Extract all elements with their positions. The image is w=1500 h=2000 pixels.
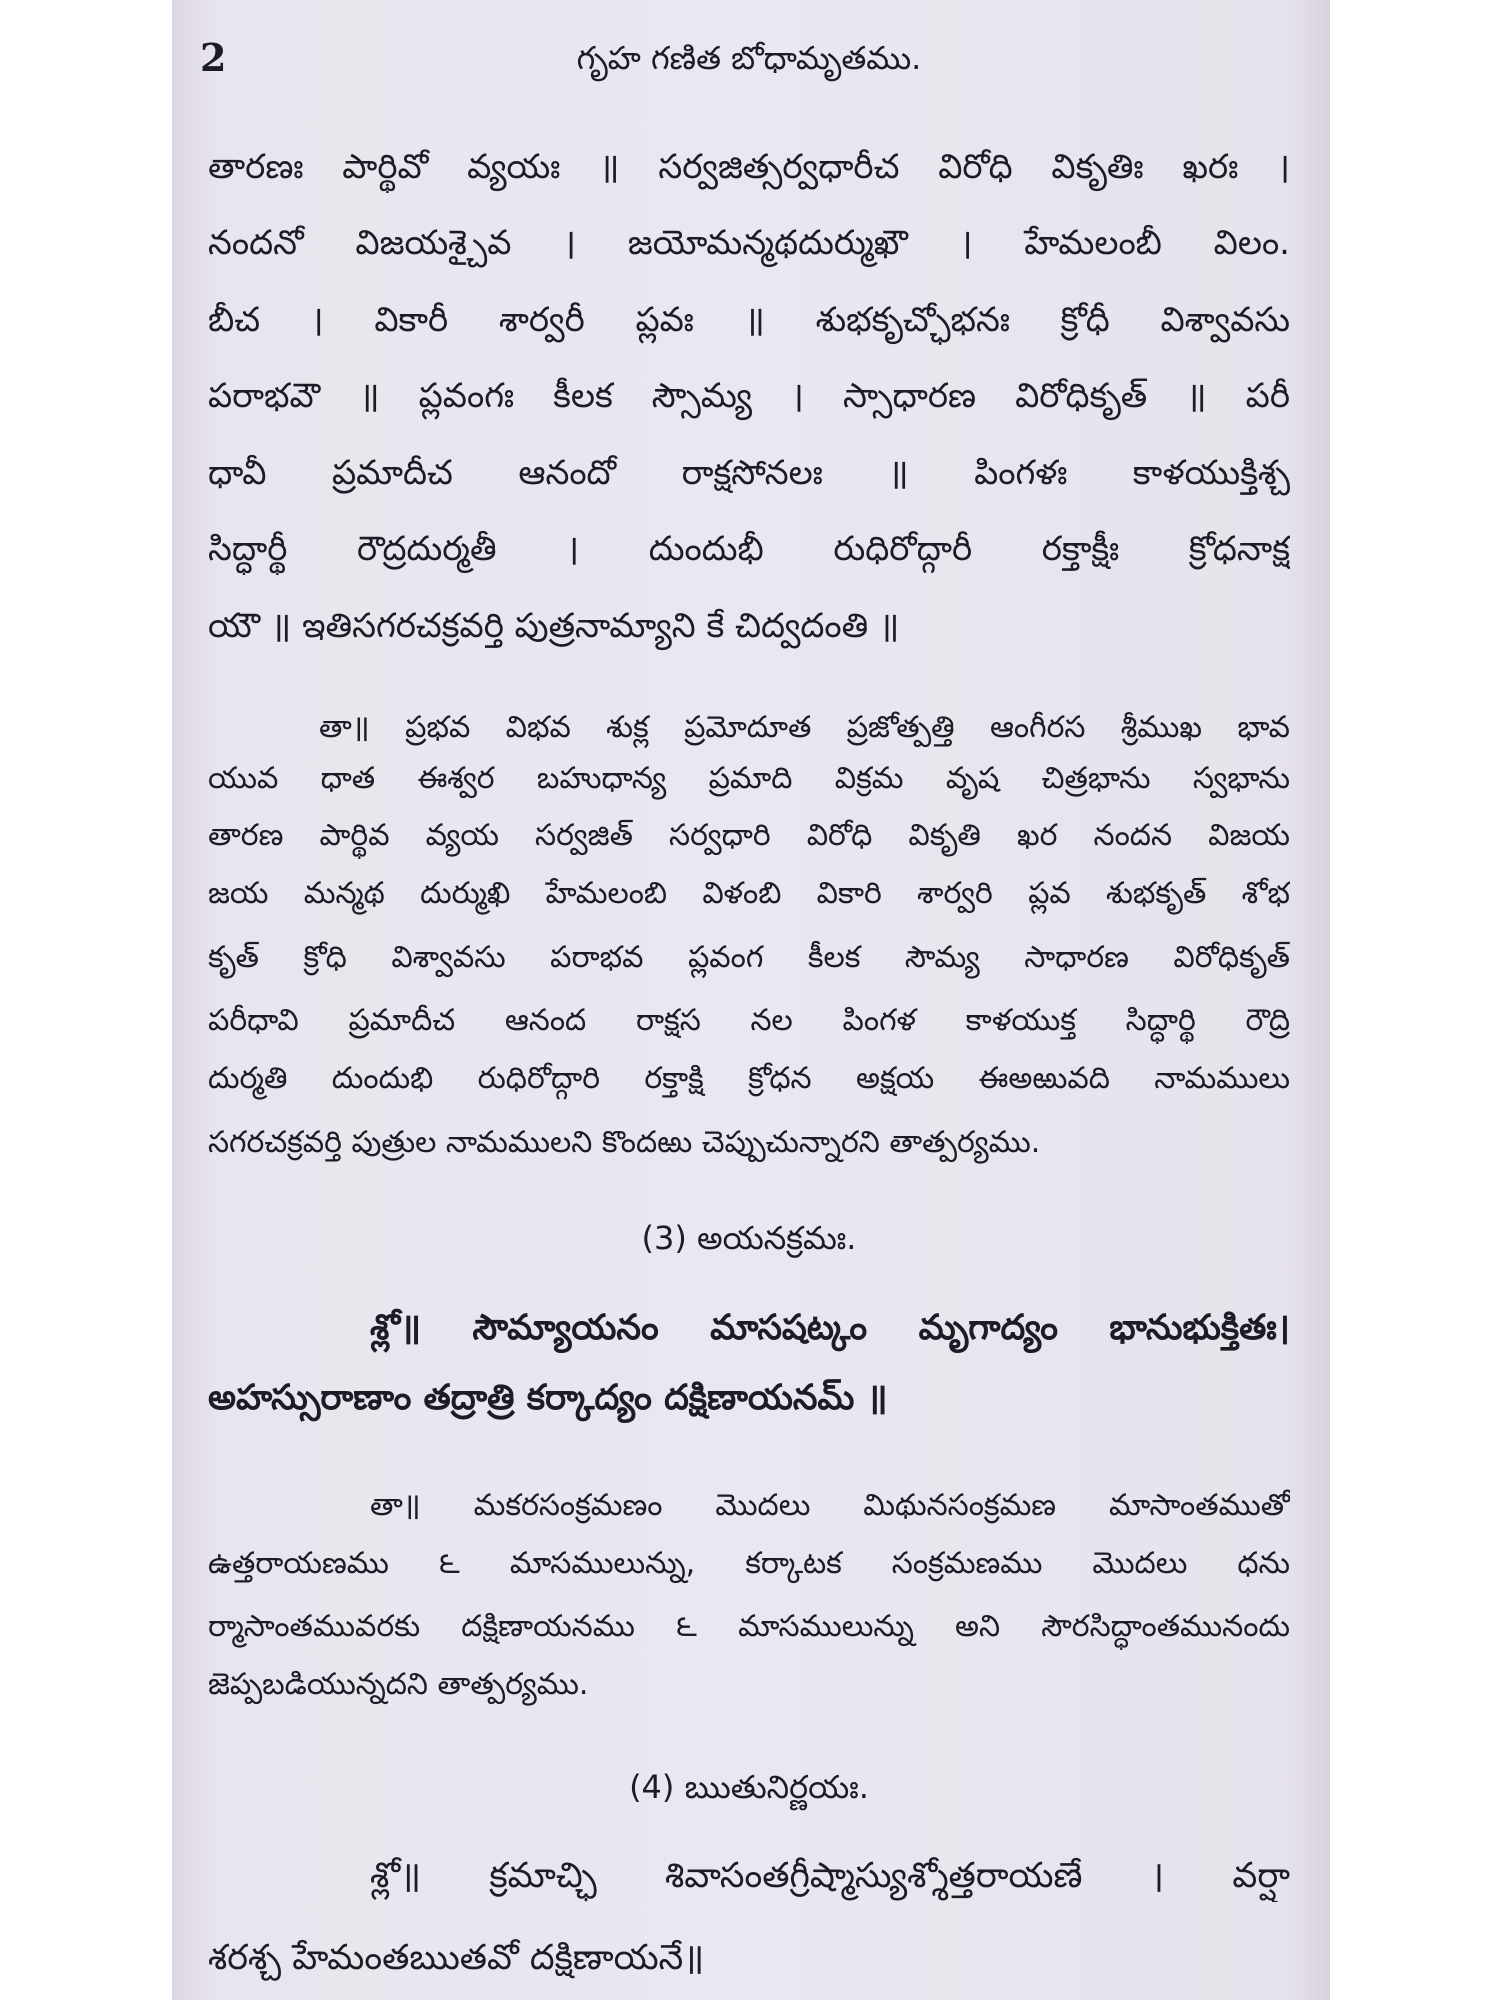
verse-line-text: సిద్ధార్థీ రౌద్రదుర్మతీ । దుందుభీ రుధిరోద్గారీ రక్తాక్షీః క్రోధనాక్ష [208, 529, 1290, 569]
meaning-line [208, 810, 1290, 862]
running-title-text: గృహ గణిత బోధామృతము. [576, 39, 922, 77]
shloka-line-text: శ్లో॥ సౌమ్యాయనం మాసషట్కం మృగాద్యం భానుభుక్తితః। [370, 1308, 1290, 1348]
meaning-line-text: జెప్పబడియున్నదని తాత్పర్యము. [208, 1667, 589, 1702]
meaning-line-text: ఉత్తరాయణము ౬ మాసములున్ను, కర్కాటక సంక్రమణము మొదలు ధను [208, 1546, 1290, 1581]
meaning-line-text: యువ ధాత ఈశ్వర బహుధాన్య ప్రమాది విక్రమ వృష చిత్రభాను స్వభాను [208, 761, 1290, 796]
verse-line-text: బీచ । వికారీ శార్వరీ ప్లవః ॥ శుభకృచ్ఛోభనః క్రోధీ విశ్వావసు [208, 300, 1290, 340]
verse-line [208, 141, 1290, 193]
meaning-line-text: దుర్మతి దుందుభి రుధిరోద్గారి రక్తాక్షి క్రోధన అక్షయ ఈఅఱువది నామములు [208, 1061, 1290, 1096]
shloka-line [370, 1850, 1290, 1902]
meaning-line [208, 868, 1290, 920]
section-heading [208, 1212, 1290, 1264]
verse-line-text: ధావీ ప్రమాదీచ ఆనందో రాక్షసోనలః ॥ పింగళః కాళయుక్తిశ్చ [208, 453, 1290, 493]
meaning-line-text: తా॥ మకరసంక్రమణం మొదలు మిథునసంక్రమణ మాసాంతముతో [370, 1488, 1290, 1523]
meaning-line [208, 1117, 1290, 1169]
running-title [208, 32, 1290, 84]
meaning-line-text: ర్మాసాంతమువరకు దక్షిణాయనము ౬ మాసములున్ను అని సౌరసిద్ధాంతమునందు [208, 1609, 1290, 1644]
shloka-line-text: అహస్సురాణాం తద్రాత్రి కర్కాద్యం దక్షిణాయనమ్ ॥ [208, 1378, 888, 1418]
shloka-line [208, 1932, 1290, 1984]
meaning-line [208, 1538, 1290, 1590]
section-heading [208, 1761, 1290, 1813]
shloka-line [208, 1372, 1290, 1424]
verse-line [208, 217, 1290, 269]
verse-line-text: పరాభవౌ ॥ ప్లవంగః కీలక స్సౌమ్య । స్సాధారణ విరోధికృత్ ॥ పరీ [208, 376, 1290, 416]
shloka-line [370, 1302, 1290, 1354]
meaning-line [208, 1659, 1290, 1711]
meaning-line [208, 1053, 1290, 1105]
verse-line-text: తారణః పార్థివో వ్యయః ॥ సర్వజిత్సర్వధారీచ విరోధి వికృతిః ఖరః । [208, 147, 1290, 187]
meaning-line [208, 753, 1290, 805]
meaning-line [319, 702, 1290, 754]
verse-line [208, 447, 1290, 499]
section-heading-text: (3) అయనక్రమః. [641, 1219, 857, 1257]
page-number-text: 2 [200, 35, 227, 80]
meaning-line-text: కృత్ క్రోధి విశ్వావసు పరాభవ ప్లవంగ కీలక సౌమ్య సాధారణ విరోధికృత్ [208, 940, 1290, 975]
verse-line-text: యౌ ॥ ఇతిసగరచక్రవర్తి పుత్రనామ్యాని కే చిద్వదంతి ॥ [208, 606, 900, 646]
meaning-line-text: తారణ పార్థివ వ్యయ సర్వజిత్ సర్వధారి విరోధి వికృతి ఖర నందన విజయ [208, 818, 1290, 853]
meaning-line [370, 1480, 1290, 1532]
meaning-line-text: సగరచక్రవర్తి పుత్రుల నామములని కొందఱు చెప్పుచున్నారని తాత్పర్యము. [208, 1125, 1041, 1160]
verse-line [208, 523, 1290, 575]
meaning-line-text: జయ మన్మథ దుర్ముఖి హేమలంబి విళంబి వికారి శార్వరి ప్లవ శుభకృత్ శోభ [208, 876, 1290, 911]
meaning-line [208, 1601, 1290, 1653]
verse-line-text: నందనో విజయశ్చైవ । జయోమన్మథదుర్ముఖౌ । హేమలంబీ విలం. [208, 223, 1290, 263]
shloka-line-text: శరశ్చ హేమంతఋతవో దక్షిణాయనే॥ [208, 1938, 705, 1978]
meaning-line-text: తా॥ ప్రభవ విభవ శుక్ల ప్రమోదూత ప్రజోత్పత్తి ఆంగీరస శ్రీముఖ భావ [319, 710, 1290, 745]
shloka-line-text: శ్లో॥ క్రమాచ్ఛి శివాసంతగ్రీష్మాస్యుశ్శోత్తరాయణే । వర్షా [370, 1856, 1290, 1896]
meaning-line [208, 932, 1290, 984]
verse-line [208, 370, 1290, 422]
meaning-line-text: పరీధావి ప్రమాదీచ ఆనంద రాక్షస నల పింగళ కాళయుక్త సిద్ధార్థి రౌద్రి [208, 1003, 1290, 1038]
verse-line [208, 294, 1290, 346]
section-heading-text: (4) ఋతునిర్ణయః. [629, 1768, 869, 1806]
meaning-line [208, 995, 1290, 1047]
verse-line [208, 600, 1290, 652]
